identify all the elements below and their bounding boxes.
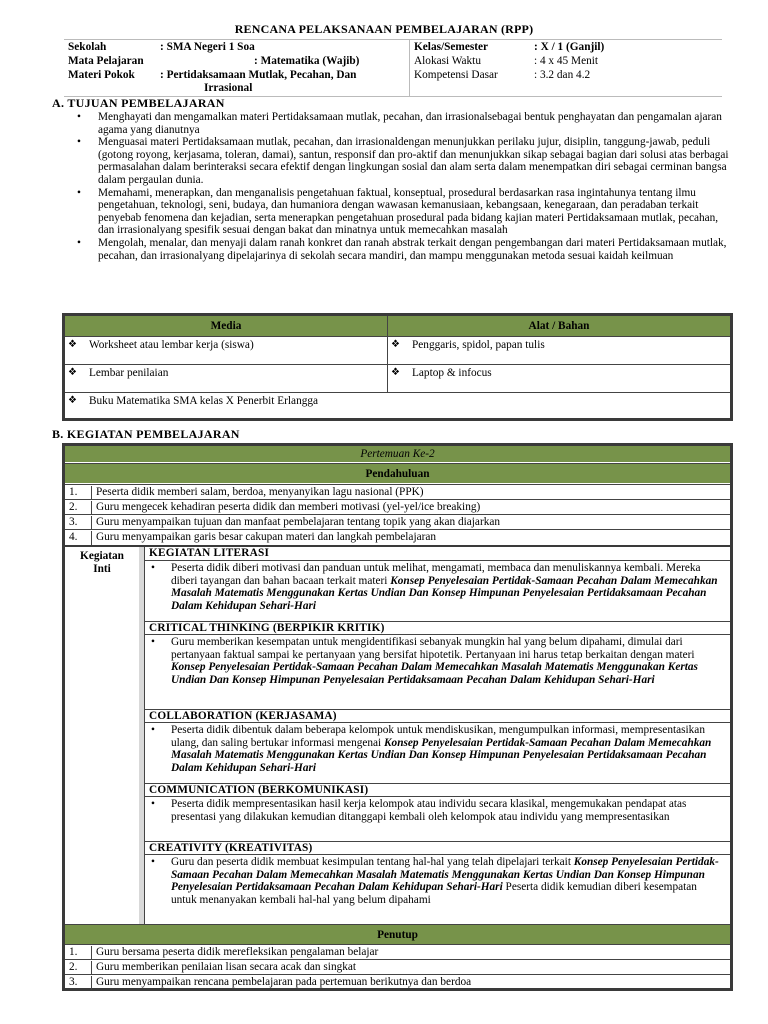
communication-text: Peserta didik mempresentasikan hasil kerja kelompok atau individu secara klasikal, mengemukakan pendapat atas presentasi yang dilakukan kemudian ditanggapi kembali oleh kelompok atau individu yang mempresentasikan bbox=[171, 798, 687, 823]
bullet-icon: • bbox=[151, 562, 155, 574]
kegiatan-inti-label bbox=[65, 550, 139, 575]
row-text: Guru bersama peserta didik merefleksikan pengalaman belajar bbox=[91, 946, 726, 960]
critical-plain: Guru memberikan kesempatan untuk mengidentifikasi sebanyak mungkin hal yang belum dipahami, dimulai dari pertanyaan faktual sampai ke pertanyaan yang bersifat hipotetik. Pertanyaan ini harus tetap berkaitan dengan materi bbox=[171, 636, 695, 661]
pendahuluan-row bbox=[65, 529, 730, 544]
row-number: 2. bbox=[69, 501, 78, 513]
critical-topic: Konsep Penyelesaian Pertidak-Samaan Pecahan Dalam Memecahkan Masalah Matematis Menggunakan Kertas Undian Dan Konsep Himpunan Penyelesaian Pertidaksamaan Pecahan Dalam Kehidupan Sehari-Hari bbox=[171, 661, 698, 686]
alat-header: Alat / Bahan bbox=[387, 316, 730, 336]
row-number: 1. bbox=[69, 946, 78, 958]
alokasi-value: : 4 x 45 Menit bbox=[534, 55, 599, 67]
bullet-icon: • bbox=[151, 856, 155, 868]
document-title: RENCANA PELAKSANAAN PEMBELAJARAN (RPP) bbox=[234, 22, 534, 36]
diamond-bullet-icon: ❖ bbox=[68, 395, 77, 406]
materi-value-line1: : Pertidaksamaan Mutlak, Pecahan, Dan bbox=[160, 69, 357, 81]
materi-value-line2: Irrasional bbox=[204, 82, 253, 94]
penutup-row bbox=[65, 944, 730, 959]
section-a-heading: A. TUJUAN PEMBELAJARAN bbox=[52, 96, 225, 110]
kompetensi-label: Kompetensi Dasar bbox=[414, 69, 498, 81]
creativity-heading: CREATIVITY (KREATIVITAS) bbox=[145, 841, 730, 855]
pendahuluan-row bbox=[65, 499, 730, 514]
row-number: 2. bbox=[69, 961, 78, 973]
pendahuluan-band: Pendahuluan bbox=[65, 463, 730, 483]
inti-label-line1: Kegiatan bbox=[80, 550, 124, 562]
row-text: Guru menyampaikan rencana pembelajaran pada pertemuan berikutnya dan berdoa bbox=[91, 976, 726, 990]
media-row bbox=[65, 392, 730, 418]
literasi-topic: Konsep Penyelesaian Pertidak-Samaan Pecahan Dalam Memecahkan Masalah Matematis Menggunakan Kertas Undian Dan Konsep Himpunan Penyelesaian Pertidaksamaan Pecahan Dalam Kehidupan Sehari-Hari bbox=[171, 574, 718, 612]
literasi-body bbox=[145, 561, 730, 621]
row-number: 3. bbox=[69, 516, 78, 528]
bullet-icon: • bbox=[151, 724, 155, 736]
tujuan-item: • Menguasai materi Pertidaksamaan mutlak, pecahan, dan irrasionaldengan menunjukkan perilaku jujur, disiplin, tanggung-jawab, peduli (gotong royong, kerjasama, toleran, damai), santun, responsif dan pro-aktif dan menunjukkan sikap sebagai bagian dari solusi atas berbagai permasalahan dalam berinteraksi secara efektif dengan lingkungan sosial dan alam serta dalam menempatkan diri sebagai cerminan bangsa dalam pergaulan dunia. bbox=[74, 136, 734, 186]
critical-heading: CRITICAL THINKING (BERPIKIR KRITIK) bbox=[145, 621, 730, 635]
kelas-label: Kelas/Semester bbox=[414, 41, 489, 53]
row-number: 1. bbox=[69, 486, 78, 498]
creat-plain: Guru dan peserta didik membuat kesimpulan tentang hal-hal yang telah dipelajari terkait bbox=[171, 856, 574, 868]
communication-heading: COMMUNICATION (BERKOMUNIKASI) bbox=[145, 783, 730, 797]
creat-tail: Peserta didik kemudian diberi kesempatan untuk menanyakan kembali hal-hal yang belum dipahami bbox=[171, 881, 697, 906]
media-row bbox=[65, 364, 730, 392]
literasi-text bbox=[171, 562, 724, 612]
media-item: Lembar penilaian bbox=[89, 367, 169, 379]
penutup-band: Penutup bbox=[65, 924, 730, 944]
tujuan-item: • Menghayati dan mengamalkan materi Pertidaksamaan mutlak, pecahan, dan irrasionalsebagai bentuk penghayatan dan pengamalan ajaran agama yang dianutnya bbox=[74, 111, 734, 136]
penutup-row bbox=[65, 959, 730, 974]
mapel-label: Mata Pelajaran bbox=[68, 55, 144, 67]
row-text: Guru mengecek kehadiran peserta didik dan memberi motivasi (yel-yel/ice breaking) bbox=[91, 501, 726, 515]
kegiatan-inti-block bbox=[65, 545, 730, 924]
sekolah-value: : SMA Negeri 1 Soa bbox=[160, 41, 255, 53]
diamond-bullet-icon: ❖ bbox=[391, 367, 400, 378]
section-b-heading: B. KEGIATAN PEMBELAJARAN bbox=[52, 427, 240, 441]
sekolah-label: Sekolah bbox=[68, 41, 107, 53]
collab-plain: Peserta didik dibentuk dalam beberapa kelompok untuk mendiskusikan, mengumpulkan informasi, mempresentasikan ulang, dan saling bertukar informasi mengenai bbox=[171, 724, 705, 749]
critical-body bbox=[145, 635, 730, 709]
media-item: Worksheet atau lembar kerja (siswa) bbox=[89, 339, 254, 351]
kegiatan-table bbox=[62, 443, 733, 991]
row-text: Guru menyampaikan tujuan dan manfaat pembelajaran tentang topik yang akan diajarkan bbox=[91, 516, 726, 530]
pendahuluan-row bbox=[65, 484, 730, 499]
pertemuan-band: Pertemuan Ke-2 bbox=[65, 446, 730, 462]
media-item: Buku Matematika SMA kelas X Penerbit Erlangga bbox=[89, 395, 319, 407]
creativity-body bbox=[145, 855, 730, 924]
diamond-bullet-icon: ❖ bbox=[68, 367, 77, 378]
media-header: Media bbox=[65, 316, 387, 336]
penutup-row bbox=[65, 974, 730, 989]
critical-text bbox=[171, 636, 724, 686]
mapel-value: : Matematika (Wajib) bbox=[254, 55, 360, 67]
alat-item: Penggaris, spidol, papan tulis bbox=[412, 339, 545, 351]
collaboration-text bbox=[171, 724, 724, 774]
row-text: Peserta didik memberi salam, berdoa, menyanyikan lagu nasional (PPK) bbox=[91, 486, 726, 500]
alat-item: Laptop & infocus bbox=[412, 367, 492, 379]
row-number: 4. bbox=[69, 531, 78, 543]
collaboration-body bbox=[145, 723, 730, 783]
communication-body bbox=[145, 797, 730, 841]
alokasi-label: Alokasi Waktu bbox=[414, 55, 481, 67]
inti-content bbox=[144, 547, 730, 924]
pendahuluan-row bbox=[65, 514, 730, 529]
creat-topic: Konsep Penyelesaian Pertidak-Samaan Pecahan Dalam Memecahkan Masalah Matematis Menggunakan Kertas Undian Dan Konsep Himpunan Penyelesaian Pertidaksamaan Pecahan Dalam Kehidupan Sehari-Hari bbox=[171, 856, 719, 894]
bullet-icon: • bbox=[151, 636, 155, 648]
diamond-bullet-icon: ❖ bbox=[68, 339, 77, 350]
inti-label-line2: Inti bbox=[93, 562, 111, 575]
media-row bbox=[65, 336, 730, 364]
identity-table bbox=[64, 39, 722, 97]
row-text: Guru menyampaikan garis besar cakupan materi dan langkah pembelajaran bbox=[91, 531, 726, 545]
kelas-value: : X / 1 (Ganjil) bbox=[534, 41, 605, 53]
literasi-heading: KEGIATAN LITERASI bbox=[145, 547, 730, 561]
materi-label: Materi Pokok bbox=[68, 69, 135, 81]
bullet-icon: • bbox=[151, 798, 155, 810]
collab-topic: Konsep Penyelesaian Pertidak-Samaan Pecahan Dalam Memecahkan Masalah Matematis Menggunakan Kertas Undian Dan Konsep Himpunan Penyelesaian Pertidaksamaan Pecahan Dalam Kehidupan Sehari-Hari bbox=[171, 736, 712, 774]
collaboration-heading: COLLABORATION (KERJASAMA) bbox=[145, 709, 730, 723]
row-text: Guru memberikan penilaian lisan secara acak dan singkat bbox=[91, 961, 726, 975]
row-number: 3. bbox=[69, 976, 78, 988]
tujuan-list bbox=[74, 111, 734, 262]
tujuan-item: • Memahami, menerapkan, dan menganalisis pengetahuan faktual, konseptual, prosedural berdasarkan rasa ingintahunya tentang ilmu pengetahuan, teknologi, seni, budaya, dan humaniora dengan wawasan kemanusiaan, kebangsaan, kenegaraan, dan peradaban terkait penyebab fenomena dan kejadian, serta menerapkan pengetahuan prosedural pada bidang kajian materi Pertidaksamaan mutlak, pecahan, dan irrasionalyang spesifik sesuai dengan bakat dan minatnya untuk memecahkan masalah bbox=[74, 187, 734, 237]
tujuan-item: • Mengolah, menalar, dan menyaji dalam ranah konkret dan ranah abstrak terkait dengan pengembangan dari materi Pertidaksamaan mutlak, pecahan, dan irrasionalyang dipelajarinya di sekolah secara mandiri, dan mampu menggunakan metoda sesuai kaidah keilmuan bbox=[74, 237, 734, 262]
diamond-bullet-icon: ❖ bbox=[391, 339, 400, 350]
media-table bbox=[62, 313, 733, 421]
creativity-text bbox=[171, 856, 724, 906]
kompetensi-value: : 3.2 dan 4.2 bbox=[534, 69, 591, 81]
literasi-plain: Peserta didik diberi motivasi dan panduan untuk melihat, mengamati, membaca dan menuliskannya kembali. Mereka diberi tayangan dan bahan bacaan terkait materi bbox=[171, 562, 701, 587]
identity-divider bbox=[409, 40, 410, 96]
